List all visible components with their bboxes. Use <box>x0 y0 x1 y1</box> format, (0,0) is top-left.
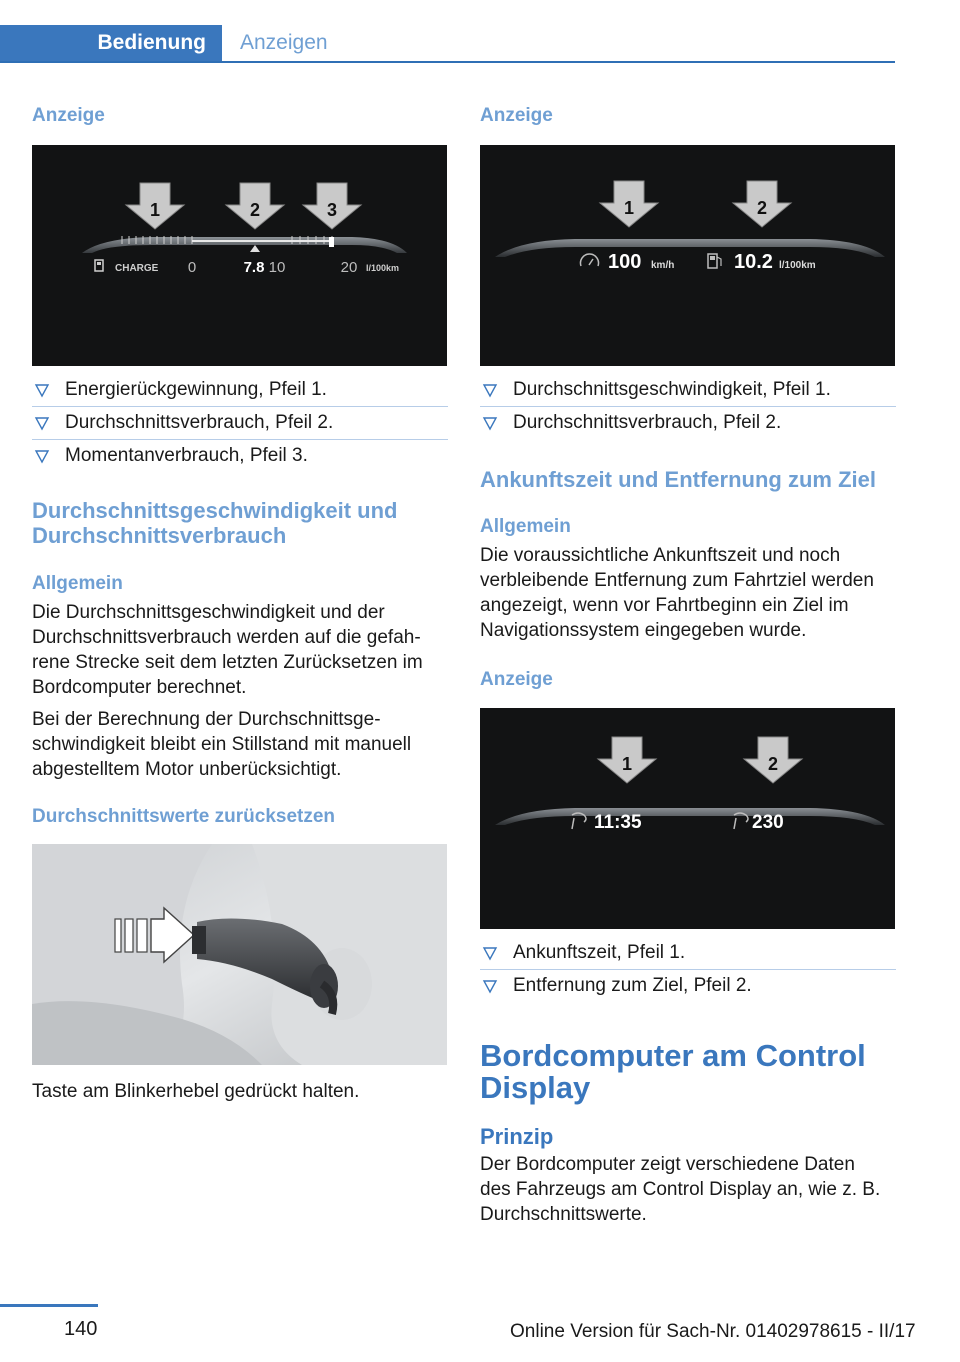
paragraph-averages: Die Durchschnittsgeschwindigkeit und der Durchschnittsverbrauch werden auf die gefah- rene Strecke seit dem letzten Zurücksetzen im Bordcomputer berechnet. <box>32 602 423 698</box>
list-fig3 <box>480 937 896 1002</box>
arrow-2-label: 2 <box>249 200 261 220</box>
triangle-bullet-icon <box>34 448 50 464</box>
footer-rule <box>0 1304 98 1307</box>
triangle-bullet-icon <box>34 415 50 431</box>
fig1-caption: Anzeige <box>32 105 105 126</box>
list-fig1 <box>32 374 448 472</box>
tab-bedienung[interactable]: Bedienung <box>0 25 222 61</box>
list-item: Durchschnittsverbrauch, Pfeil 2. <box>480 407 896 439</box>
reset-instruction: Taste am Blinkerhebel gedrückt halten. <box>32 1081 360 1102</box>
triangle-bullet-icon <box>482 945 498 961</box>
arrow-1-label: 1 <box>149 200 161 220</box>
charge-label: CHARGE <box>115 263 159 274</box>
list-item: Ankunftszeit, Pfeil 1. <box>480 937 896 970</box>
figure-speed-consumption-display <box>480 145 895 366</box>
arrival-time-value: 11:35 <box>594 812 642 833</box>
list-item: Entfernung zum Ziel, Pfeil 2. <box>480 970 896 1002</box>
figure-consumption-display <box>32 145 447 366</box>
scale-0: 0 <box>187 259 197 276</box>
consumption-value: 7.8 <box>243 259 265 276</box>
avg-consumption-value: 10.2 <box>734 251 773 273</box>
distance-value: 230 <box>752 812 784 833</box>
list-item: Durchschnittsverbrauch, Pfeil 2. <box>32 407 448 440</box>
scale-10: 10 <box>268 259 286 276</box>
svg-text:1: 1 <box>621 754 633 774</box>
arrow-3-label: 3 <box>326 200 338 220</box>
svg-text:2: 2 <box>756 198 768 218</box>
section-title-arrival: Ankunftszeit und Entfernung zum Ziel <box>480 467 876 492</box>
list-item: Energierückgewinnung, Pfeil 1. <box>32 374 448 407</box>
figure-arrival-display <box>480 708 895 929</box>
unit-label: l/100km <box>366 263 400 273</box>
avg-consumption-unit: l/100km <box>779 260 816 271</box>
section-title-averages: Durchschnittsgeschwindigkeit und Durchschnittsverbrauch <box>32 498 398 548</box>
avg-speed-unit: km/h <box>651 260 675 271</box>
header-tabbar <box>0 25 895 63</box>
right-column <box>480 100 896 1227</box>
left-column <box>32 100 448 1104</box>
subheading-allgemein: Allgemein <box>480 516 571 537</box>
triangle-bullet-icon <box>482 415 498 431</box>
avg-speed-value: 100 <box>608 251 642 273</box>
paragraph-prinzip: Der Bordcomputer zeigt verschiedene Daten des Fahrzeugs am Control Display an, wie z. B. Durchschnittswerte. <box>480 1154 881 1225</box>
list-item: Momentanverbrauch, Pfeil 3. <box>32 440 448 472</box>
scale-20: 20 <box>340 259 358 276</box>
figure-turn-signal-lever <box>32 844 447 1065</box>
list-fig2 <box>480 374 896 439</box>
list-item: Durchschnittsgeschwindigkeit, Pfeil 1. <box>480 374 896 407</box>
svg-text:1: 1 <box>623 198 635 218</box>
subheading-allgemein: Allgemein <box>32 573 123 594</box>
fig2-caption: Anzeige <box>480 105 553 126</box>
fig3-caption: Anzeige <box>480 669 553 690</box>
subheading-reset: Durchschnittswerte zurücksetzen <box>32 806 336 827</box>
triangle-bullet-icon <box>482 978 498 994</box>
paragraph-calculation: Bei der Berechnung der Durchschnittsge- schwindigkeit bleibt ein Stillstand mit manuell abgestelltem Motor unberücksichtigt. <box>32 709 412 780</box>
page-number: 140 <box>64 1318 98 1340</box>
subheading-prinzip: Prinzip <box>480 1124 554 1149</box>
tab-anzeigen[interactable]: Anzeigen <box>240 31 328 54</box>
online-version-text: Online Version für Sach-Nr. 01402978615 - II/17 <box>510 1321 916 1342</box>
paragraph-arrival: Die voraussichtliche Ankunftszeit und noch verbleibende Entfernung zum Fahrtziel werden angezeigt, wenn vor Fahrtbeginn ein Ziel im Navigationssystem eingegeben wurde. <box>480 545 874 641</box>
triangle-bullet-icon <box>34 382 50 398</box>
triangle-bullet-icon <box>482 382 498 398</box>
svg-text:2: 2 <box>767 754 779 774</box>
chapter-title-control-display: Bordcomputer am Control Display <box>480 1038 866 1105</box>
